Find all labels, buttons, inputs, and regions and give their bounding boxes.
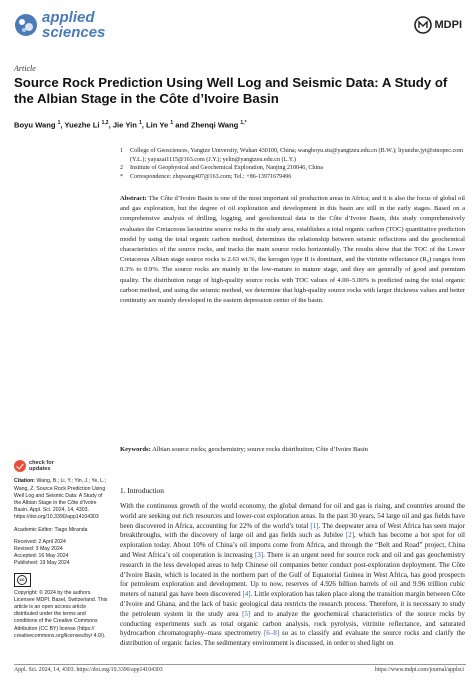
accepted-date: Accepted: 16 May 2024 [14,553,69,560]
author-affiliation: 1 [170,120,174,126]
intro-paragraph [120,502,465,649]
revised-date: Revised: 3 May 2024 [14,546,63,553]
author-affiliation: 1,2 [101,120,109,126]
journal-name-line2: sciences [42,24,106,41]
reference-link[interactable]: [3] [254,550,264,559]
citation-block [14,478,110,521]
abstract [120,194,465,306]
article-info-sidebar [14,460,110,645]
check-for-updates-label [29,460,54,472]
author-name[interactable]: Zhenqi Wang [190,120,239,130]
author-affiliation: 1,* [240,120,247,126]
affiliation-text: Institute of Geophysical and Geochemical Exploration, Nanjing 210046, China [130,165,323,172]
affiliation-row [120,173,465,182]
intro-text: . The deepwater area of West Africa has seen major breakthroughs, with the discovery of large oil and gas fields such as Jubilee [120,521,466,540]
cc-icon: cc [17,575,27,585]
check-for-updates-button[interactable] [14,460,110,472]
affiliation-list [120,147,465,181]
received-date: Received: 2 April 2024 [14,538,66,545]
author-affiliation: 1 [139,120,142,126]
reference-link[interactable]: [6–8] [263,629,280,638]
affiliation-row [120,164,465,173]
affiliation-row [120,147,465,164]
affiliation-number: * [120,173,124,180]
author-name[interactable]: Lin Ye [146,120,169,130]
citation-text[interactable]: Wang, B.; Li, Y.; Yin, J.; Ye, L.; Wang, Z. Source Rock Prediction Using Well Log and Seismic Data: A Study of the Albian Stage in the Côte d’Ivoire Basin. Appl. Sci. 2024, 14, 4303. https://doi.org/10.3390/app14104303 [14,478,106,521]
reference-link[interactable]: [5] [242,609,251,618]
correspondence-text: Correspondence: zhqwang407@163.com; Tel.: +86-13971679496 [130,173,292,180]
check-label-line1: check for [29,460,54,466]
affiliation-number: 2 [120,165,124,172]
page-title: Source Rock Prediction Using Well Log and Seismic Data: A Study of the Albian Stage in the Côte d’Ivoire Basin [14,75,448,106]
author-name[interactable]: Yuezhe Li [64,120,100,130]
section-heading: 1. Introduction [120,486,164,495]
academic-editor: Academic Editor: Tiago Miranda [14,526,88,533]
check-icon [14,460,26,472]
journal-name [42,10,105,40]
affiliation-text: College of Geosciences, Yangtze University, Wuhan 430100, China; wangboyu.stu@yangtzeu.edu.cn (B.W.); liyuezhe.jyt@sinopec.com (Y.L.); yayazai1115@163.com (J.Y.); yelin@yangtzeu.edu.cn (L.Y.) [130,148,463,163]
mdpi-logo[interactable] [414,16,463,34]
abstract-text: The Côte d’Ivoire Basin is one of the most important oil production areas in Africa; and it is also the focus of global oil and gas exploration, but the degree of oil exploration and development in this basin are still in the early stages. Based on a comprehensive analysis of drilling, logging, and geochemical data in the Côte d’Ivoire Basin, this study comprehensively evaluates the Cretaceous lacustrine source rocks in the study area, establishes a total organic carbon (TOC) quantitative prediction model by using the total organic carbon method, determines the relationship between seismic reflections and the geochemical characteristics of the source rocks, and tracks the main source rocks horizontally. The results show that the TOC of the Lower Cretaceous Albian stage source rocks is 2.63 wt.%, the kerogen type II is dominant, and the vitrinite reflectance (R₀) ranges from 0.3% to 0.9%. The source rocks are mainly in the low-mature to mature stage, and they are generally of good and premium quality. The distribution range of high-quality source rocks with TOC values of 4.00–5.00% is predicted using the total organic carbon method, and using the seismic method, we determine that high-quality source rocks with larger thickness values and better continuity are mainly developed in the eastern depression center of the basin. [120,195,465,305]
published-date: Published: 19 May 2024 [14,560,70,567]
intro-text: , which has become a hot spot for oil exploration today. About 10% of China’s oil imports come from Africa, and through the “Belt and Road” project, China and West Africa’s oil cooperation is increasing [120,531,465,559]
keywords-label: Keywords: [120,446,151,453]
author-name[interactable]: Boyu Wang [14,120,56,130]
reference-link[interactable]: [1] [310,521,319,530]
keywords [120,445,465,455]
intro-text: . There is an urgent need for source rock and oil and gas geochemistry research in the less developed areas to help Chinese oil companies better conduct post-exploration deployment. The Côte d’Ivoire Basin, which is located in the northern part of the Gulf of Equatorial Guinea in West Africa, has good prospects for petroleum exploration and development. Up to now, reserves of 4.926 billion barrels of oil and 9.96 trillion cubic meters of natural gas have been discovered [120,550,465,599]
journal-logo-icon [14,13,38,37]
reference-link[interactable]: [2] [345,531,355,540]
reference-link[interactable]: [4] [242,590,251,599]
mdpi-logo-text: MDPI [434,19,462,31]
author-list: Boyu Wang $^1$, Yuezhe Li $^{1,2}$, Jie Yin $^1$, Lin Ye $^1$ and Zhenqi Wang $^{1,*}$ [14,120,247,130]
intro-text: and to analyze the geochemical characteristics of the source rocks by conducting experiments such as total organic carbon analysis, rock pyrolysis, vitrinite reflectance, and saturated hydrocarbon chromatography–mass spectrometry [120,609,465,638]
check-label-line2: updates [29,466,51,473]
abstract-label: Abstract: [120,195,147,202]
footer-divider [14,664,466,665]
cc-license-icon[interactable] [14,573,31,587]
dates-block [14,539,110,568]
mdpi-logo-icon [414,16,432,34]
affiliation-number: 1 [120,148,124,154]
author-name[interactable]: Jie Yin [112,120,137,130]
citation-label: Citation: [14,478,36,485]
journal-name-line1: applied [42,9,95,26]
footer-citation[interactable]: Appl. Sci. 2024, 14, 4303. https://doi.org/10.3390/app14104303 [14,667,163,673]
journal-logo[interactable] [14,10,105,40]
intro-text: so as to classify and evaluate the source rocks and clarify the distribution of organic facies. The sedimentary environment is discussed, in order to shed light on [120,629,465,648]
keywords-text: Albian source rocks; geochemistry; source rocks distribution; Côte d’Ivoire Basin [152,446,368,453]
author-affiliation: 1 [57,120,61,126]
intro-text: With the continuous growth of the world economy, the global demand for oil and gas is rising, and countries around the world are seeking out rich resources and lower-cost exploration areas. In the past 30 years, 54 large oil and gas fields have been discovered in Africa, accounting for 22% of the world’s total [120,502,465,530]
intro-text: . Little exploration has taken place along the transition margin between Côte d’Ivoire and Ghana, and the lack of basic geological data restricts the research process. Therefore, it is necessary to study the petroleum system in the study area [120,590,465,618]
article-type: Article [14,64,36,73]
license-text: Copyright: © 2024 by the authors. Licensee MDPI, Basel, Switzerland. This article is an open access article distributed under the terms and conditions of the Creative Commons Attribution (CC BY) license (https:// creativecommons.org/licenses/by/ 4.0/). [14,589,108,639]
footer-journal-link[interactable]: https://www.mdpi.com/journal/applsci [374,667,464,673]
